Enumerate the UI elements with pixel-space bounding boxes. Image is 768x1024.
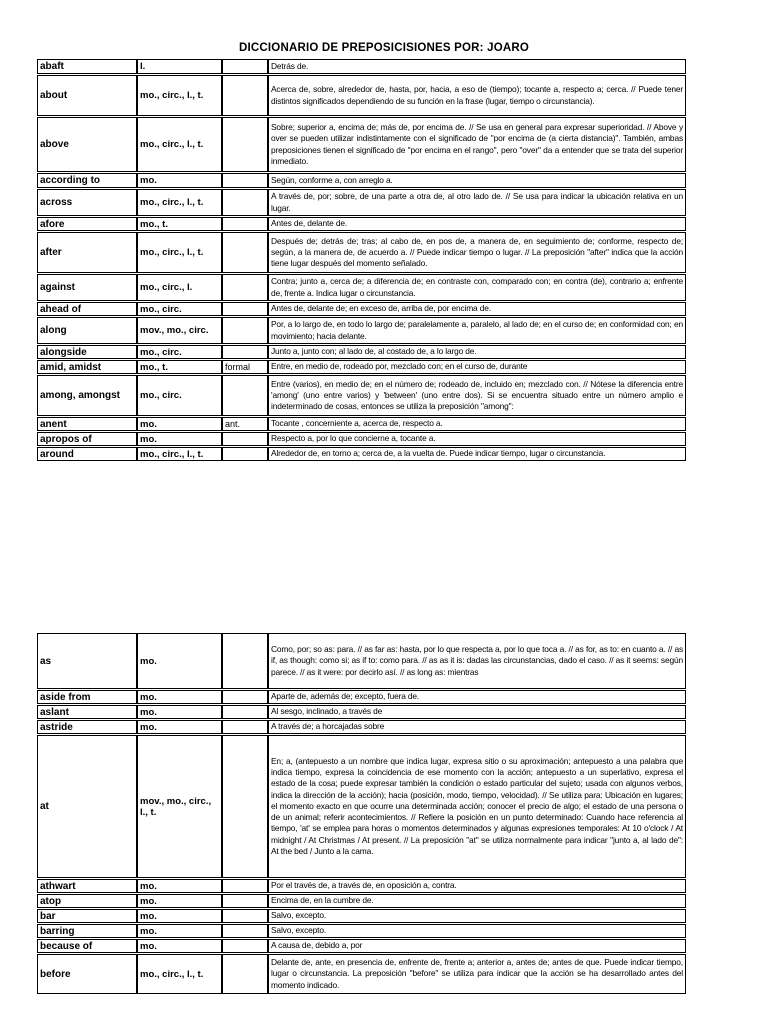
entry-word: aslant xyxy=(37,705,137,719)
usage-note xyxy=(222,117,268,172)
entry-definition: Salvo, excepto. xyxy=(268,909,686,923)
usage-note xyxy=(222,173,268,188)
entry-word: according to xyxy=(37,173,137,188)
table-row xyxy=(37,447,686,461)
usage-note xyxy=(222,59,268,74)
usage-note xyxy=(222,705,268,719)
usage-note xyxy=(222,232,268,273)
usage-note xyxy=(222,75,268,116)
table-row xyxy=(37,232,686,273)
usage-note xyxy=(222,720,268,734)
table-row xyxy=(37,417,686,431)
entry-definition: A causa de, debido a, por xyxy=(268,939,686,953)
grammar-tags: mo., circ., l., t. xyxy=(137,954,222,994)
grammar-tags: mov., mo., circ., l., t. xyxy=(137,735,222,878)
entry-definition: Detrás de. xyxy=(268,59,686,74)
grammar-tags: mo., circ., l., t. xyxy=(137,75,222,116)
dictionary-table-1 xyxy=(37,58,686,462)
entry-word: barring xyxy=(37,924,137,938)
entry-definition: Junto a, junto con; al lado de, al costado de, a lo largo de. xyxy=(268,345,686,359)
table-row xyxy=(37,189,686,216)
table-row xyxy=(37,360,686,374)
grammar-tags: mo., t. xyxy=(137,217,222,231)
entry-word: around xyxy=(37,447,137,461)
grammar-tags: mo. xyxy=(137,633,222,689)
grammar-tags: mo., t. xyxy=(137,360,222,374)
table-row xyxy=(37,274,686,301)
grammar-tags: mo. xyxy=(137,909,222,923)
grammar-tags: mo. xyxy=(137,894,222,908)
entry-definition: A través de, por; sobre, de una parte a otra de, al otro lado de. // Se usa para indicar la ubicación relativa en un lugar. xyxy=(268,189,686,216)
dictionary-table-2 xyxy=(37,632,686,995)
page-title: DICCIONARIO DE PREPOSICISIONES POR: JOARO xyxy=(239,42,529,54)
entry-word: ahead of xyxy=(37,302,137,316)
table-row xyxy=(37,117,686,172)
entry-definition: Antes de, delante de. xyxy=(268,217,686,231)
table-row xyxy=(37,217,686,231)
usage-note xyxy=(222,375,268,416)
usage-note xyxy=(222,217,268,231)
grammar-tags: mo. xyxy=(137,432,222,446)
entry-word: bar xyxy=(37,909,137,923)
usage-note: ant. xyxy=(222,417,268,431)
table-row xyxy=(37,75,686,116)
usage-note: formal xyxy=(222,360,268,374)
entry-word: above xyxy=(37,117,137,172)
usage-note xyxy=(222,924,268,938)
usage-note xyxy=(222,447,268,461)
table-row xyxy=(37,735,686,878)
grammar-tags: mo. xyxy=(137,173,222,188)
entry-word: because of xyxy=(37,939,137,953)
grammar-tags: mo., circ. xyxy=(137,345,222,359)
grammar-tags: mo., circ. xyxy=(137,302,222,316)
entry-definition: Delante de, ante, en presencia de, enfrente de, frente a; anterior a, antes de; antes de que. Puede indicar tiempo, lugar o circunstancia. La preposición "before" se utiliza para indicar que la acción se ha desarrollado antes del momento indicado. xyxy=(268,954,686,994)
entry-word: alongside xyxy=(37,345,137,359)
grammar-tags: mo. xyxy=(137,690,222,704)
table-row xyxy=(37,720,686,734)
entry-word: anent xyxy=(37,417,137,431)
entry-definition: Respecto a, por lo que concierne a, tocante a. xyxy=(268,432,686,446)
entry-definition: Tocante , concerniente a, acerca de, respecto a. xyxy=(268,417,686,431)
entry-definition: Según, conforme a, con arreglo a. xyxy=(268,173,686,188)
grammar-tags: mov., mo., circ. xyxy=(137,317,222,344)
entry-word: at xyxy=(37,735,137,878)
table-row xyxy=(37,633,686,689)
table-row xyxy=(37,302,686,316)
entry-definition: Por, a lo largo de, en todo lo largo de; paralelamente a, paralelo, al lado de; en el curso de; en conformidad con; en movimiento; hacia delante. xyxy=(268,317,686,344)
table-row xyxy=(37,705,686,719)
table-row xyxy=(37,59,686,74)
usage-note xyxy=(222,317,268,344)
entry-definition: Aparte de, además de; excepto, fuera de. xyxy=(268,690,686,704)
entry-definition: Entre, en medio de, rodeado por, mezclado con; en el curso de, durante xyxy=(268,360,686,374)
entry-word: amid, amidst xyxy=(37,360,137,374)
entry-word: apropos of xyxy=(37,432,137,446)
table-row xyxy=(37,173,686,188)
entry-definition: Después de; detrás de; tras; al cabo de, en pos de, a manera de, en seguimiento de; conforme, respecto de; según, a la manera de, de acuerdo a. // Puede indicar tiempo o lugar. // La preposición "after" indica que la acción tiene lugar después del momento señalado. xyxy=(268,232,686,273)
entry-definition: Entre (varios), en medio de; en el número de; rodeado de, incluido en; mezclado con. // Nótese la diferencia entre 'among' (uno entre varios) y 'between' (uno entre dos). Si se encuentra situado entre un número amplio e indeterminado de cosas, entonces se utiliza la preposición "among": xyxy=(268,375,686,416)
usage-note xyxy=(222,274,268,301)
grammar-tags: mo., circ., l., t. xyxy=(137,232,222,273)
grammar-tags: mo. xyxy=(137,939,222,953)
usage-note xyxy=(222,939,268,953)
grammar-tags: mo. xyxy=(137,879,222,893)
grammar-tags: mo., circ., l., t. xyxy=(137,117,222,172)
entry-word: abaft xyxy=(37,59,137,74)
grammar-tags: mo., circ., l. xyxy=(137,274,222,301)
usage-note xyxy=(222,735,268,878)
table-row xyxy=(37,432,686,446)
grammar-tags: mo. xyxy=(137,720,222,734)
usage-note xyxy=(222,432,268,446)
usage-note xyxy=(222,894,268,908)
table-row xyxy=(37,317,686,344)
table-row xyxy=(37,879,686,893)
entry-definition: Acerca de, sobre, alrededor de, hasta, por, hacia, a eso de (tiempo); tocante a, respecto a; cerca. // Puede tener distintos significados dependiendo de su función en la frase (lugar, tiempo o circunstancia). xyxy=(268,75,686,116)
entry-word: aside from xyxy=(37,690,137,704)
entry-word: astride xyxy=(37,720,137,734)
entry-word: before xyxy=(37,954,137,994)
entry-definition: Por el través de, a través de, en oposición a, contra. xyxy=(268,879,686,893)
usage-note xyxy=(222,189,268,216)
grammar-tags: l. xyxy=(137,59,222,74)
entry-word: after xyxy=(37,232,137,273)
grammar-tags: mo. xyxy=(137,705,222,719)
grammar-tags: mo., circ., l., t. xyxy=(137,447,222,461)
entry-definition: En; a, (antepuesto a un nombre que indica lugar, expresa sitio o su aproximación; antepuesto a una palabra que indica tiempo, expresa la coincidencia de ese momento con la acción; antepuesto a un superlativo, expresa el estado de la cosa; puede expresar también la condición o estado particular del sujeto; usada con algunos verbos, indica la dirección de la acción); hacia (posición, modo, tiempo, velocidad). // Se utiliza para: Ubicación en lugares; el momento exacto en que ocurre una determinada acción; conocer el precio de algo; el estado de una persona o de un animal; referir acontecimientos. // Refiere la posición en un punto determinado: Cuando hace referencia al tiempo, 'at' se emplea para horas o momentos determinados y algunas expresiones temporales: At 10 o'clock / At midnight / At Christmas / At present. // La preposición "at" se utiliza normalmente para indicar "junto a, al lado de": At the bed / Junto a la cama. xyxy=(268,735,686,878)
usage-note xyxy=(222,633,268,689)
table-row xyxy=(37,924,686,938)
entry-word: along xyxy=(37,317,137,344)
usage-note xyxy=(222,302,268,316)
entry-word: among, amongst xyxy=(37,375,137,416)
usage-note xyxy=(222,909,268,923)
grammar-tags: mo. xyxy=(137,417,222,431)
entry-definition: Contra; junto a, cerca de; a diferencia de; en contraste con, comparado con; en contra (de), contrario a; enfrente de, frente a. Indica lugar o circunstancia. xyxy=(268,274,686,301)
entry-word: about xyxy=(37,75,137,116)
usage-note xyxy=(222,879,268,893)
table-row xyxy=(37,690,686,704)
grammar-tags: mo. xyxy=(137,924,222,938)
entry-word: against xyxy=(37,274,137,301)
table-row xyxy=(37,345,686,359)
entry-definition: Alrededor de, en torno a; cerca de, a la vuelta de. Puede indicar tiempo, lugar o circunstancia. xyxy=(268,447,686,461)
entry-word: afore xyxy=(37,217,137,231)
usage-note xyxy=(222,954,268,994)
table-row xyxy=(37,909,686,923)
entry-definition: Al sesgo, inclinado, a través de xyxy=(268,705,686,719)
table-row xyxy=(37,939,686,953)
entry-word: across xyxy=(37,189,137,216)
entry-word: as xyxy=(37,633,137,689)
entry-definition: Como, por; so as: para. // as far as: hasta, por lo que respecta a, por lo que toca a. // as for, as to: en cuanto a. // as if, as though: como si; as if to: como para. // as as it is: dadas las circunstancias, dado el caso. // as it seems: según parece. // as it were: por decirlo así. // as long as: mientras xyxy=(268,633,686,689)
entry-definition: A través de; a horcajadas sobre xyxy=(268,720,686,734)
entry-definition: Sobre; superior a, encima de; más de, por encima de. // Se usa en general para expresar superioridad. // Above y over se pueden utilizar indistintamente con el significado de "por encima de (a cierta distancia)". También, ambas preposiciones tienen el significado de "por encima en el rango", pero "over" da a entender que se trata del superior inmediato. xyxy=(268,117,686,172)
table-row xyxy=(37,954,686,994)
entry-word: atop xyxy=(37,894,137,908)
entry-word: athwart xyxy=(37,879,137,893)
usage-note xyxy=(222,345,268,359)
entry-definition: Salvo, excepto. xyxy=(268,924,686,938)
grammar-tags: mo., circ. xyxy=(137,375,222,416)
table-row xyxy=(37,894,686,908)
table-row xyxy=(37,375,686,416)
entry-definition: Antes de, delante de; en exceso de, arriba de, por encima de. xyxy=(268,302,686,316)
usage-note xyxy=(222,690,268,704)
entry-definition: Encima de, en la cumbre de. xyxy=(268,894,686,908)
grammar-tags: mo., circ., l., t. xyxy=(137,189,222,216)
